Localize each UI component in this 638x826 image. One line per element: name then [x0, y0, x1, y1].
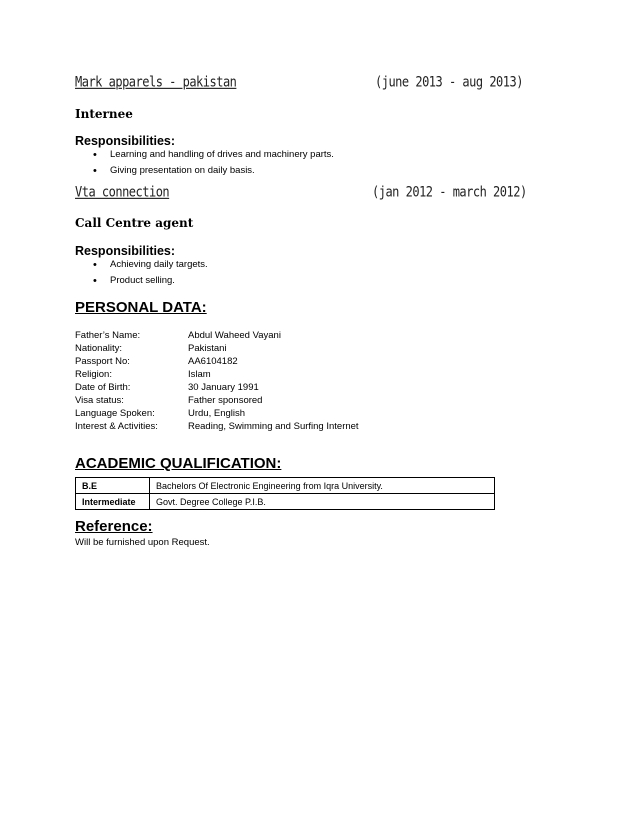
- field-value: Islam: [188, 369, 211, 380]
- field-label: Interest & Activities:: [75, 421, 158, 432]
- academic-table: [75, 477, 495, 510]
- field-label: Visa status:: [75, 395, 124, 406]
- list-item: • Learning and handling of drives and machinery parts.: [93, 149, 334, 161]
- bullet-icon: •: [93, 259, 97, 271]
- field-value: Father sponsored: [188, 395, 263, 406]
- company-name: Mark apparels - pakistan: [75, 74, 237, 91]
- table-row: [76, 478, 495, 494]
- degree-cell: Intermediate: [76, 494, 150, 510]
- field-value: AA6104182: [188, 356, 238, 367]
- list-item: • Achieving daily targets.: [93, 259, 208, 271]
- degree-cell: B.E: [76, 478, 150, 494]
- responsibilities-list: [75, 147, 475, 179]
- job-title: Call Centre agent: [75, 216, 194, 230]
- field-label: Father’s Name:: [75, 330, 141, 341]
- field-value: Reading, Swimming and Surfing Internet: [188, 421, 359, 432]
- personal-data-list: [75, 329, 495, 439]
- field-value: 30 January 1991: [188, 382, 259, 393]
- personal-data-heading: PERSONAL DATA:: [75, 299, 207, 316]
- field-value: Urdu, English: [188, 408, 246, 419]
- employment-dates: (jan 2012 - march 2012): [372, 184, 527, 201]
- table-row: [76, 494, 495, 510]
- detail-cell: Bachelors Of Electronic Engineering from Iqra University.: [150, 478, 495, 494]
- bullet-icon: •: [93, 165, 97, 177]
- field-label: Passport No:: [75, 356, 130, 367]
- job-title: Internee: [75, 107, 133, 121]
- company-name: Vta connection: [75, 184, 170, 201]
- field-label: Language Spoken:: [75, 408, 155, 419]
- employment-dates: (june 2013 - aug 2013): [375, 74, 523, 91]
- field-label: Date of Birth:: [75, 382, 131, 393]
- detail-cell: Govt. Degree College P.I.B.: [150, 494, 495, 510]
- responsibilities-heading: Responsibilities:: [75, 134, 176, 148]
- reference-heading: Reference:: [75, 518, 153, 535]
- list-item: • Giving presentation on daily basis.: [93, 165, 255, 177]
- list-item: • Product selling.: [93, 275, 175, 287]
- academic-qualification-heading: ACADEMIC QUALIFICATION:: [75, 455, 282, 472]
- bullet-icon: •: [93, 149, 97, 161]
- field-value: Pakistani: [188, 343, 227, 354]
- bullet-icon: •: [93, 275, 97, 287]
- field-label: Religion:: [75, 369, 112, 380]
- responsibilities-heading: Responsibilities:: [75, 244, 176, 258]
- field-value: Abdul Waheed Vayani: [188, 330, 281, 341]
- reference-text: Will be furnished upon Request.: [75, 537, 210, 548]
- responsibilities-list: [75, 257, 475, 289]
- field-label: Nationality:: [75, 343, 122, 354]
